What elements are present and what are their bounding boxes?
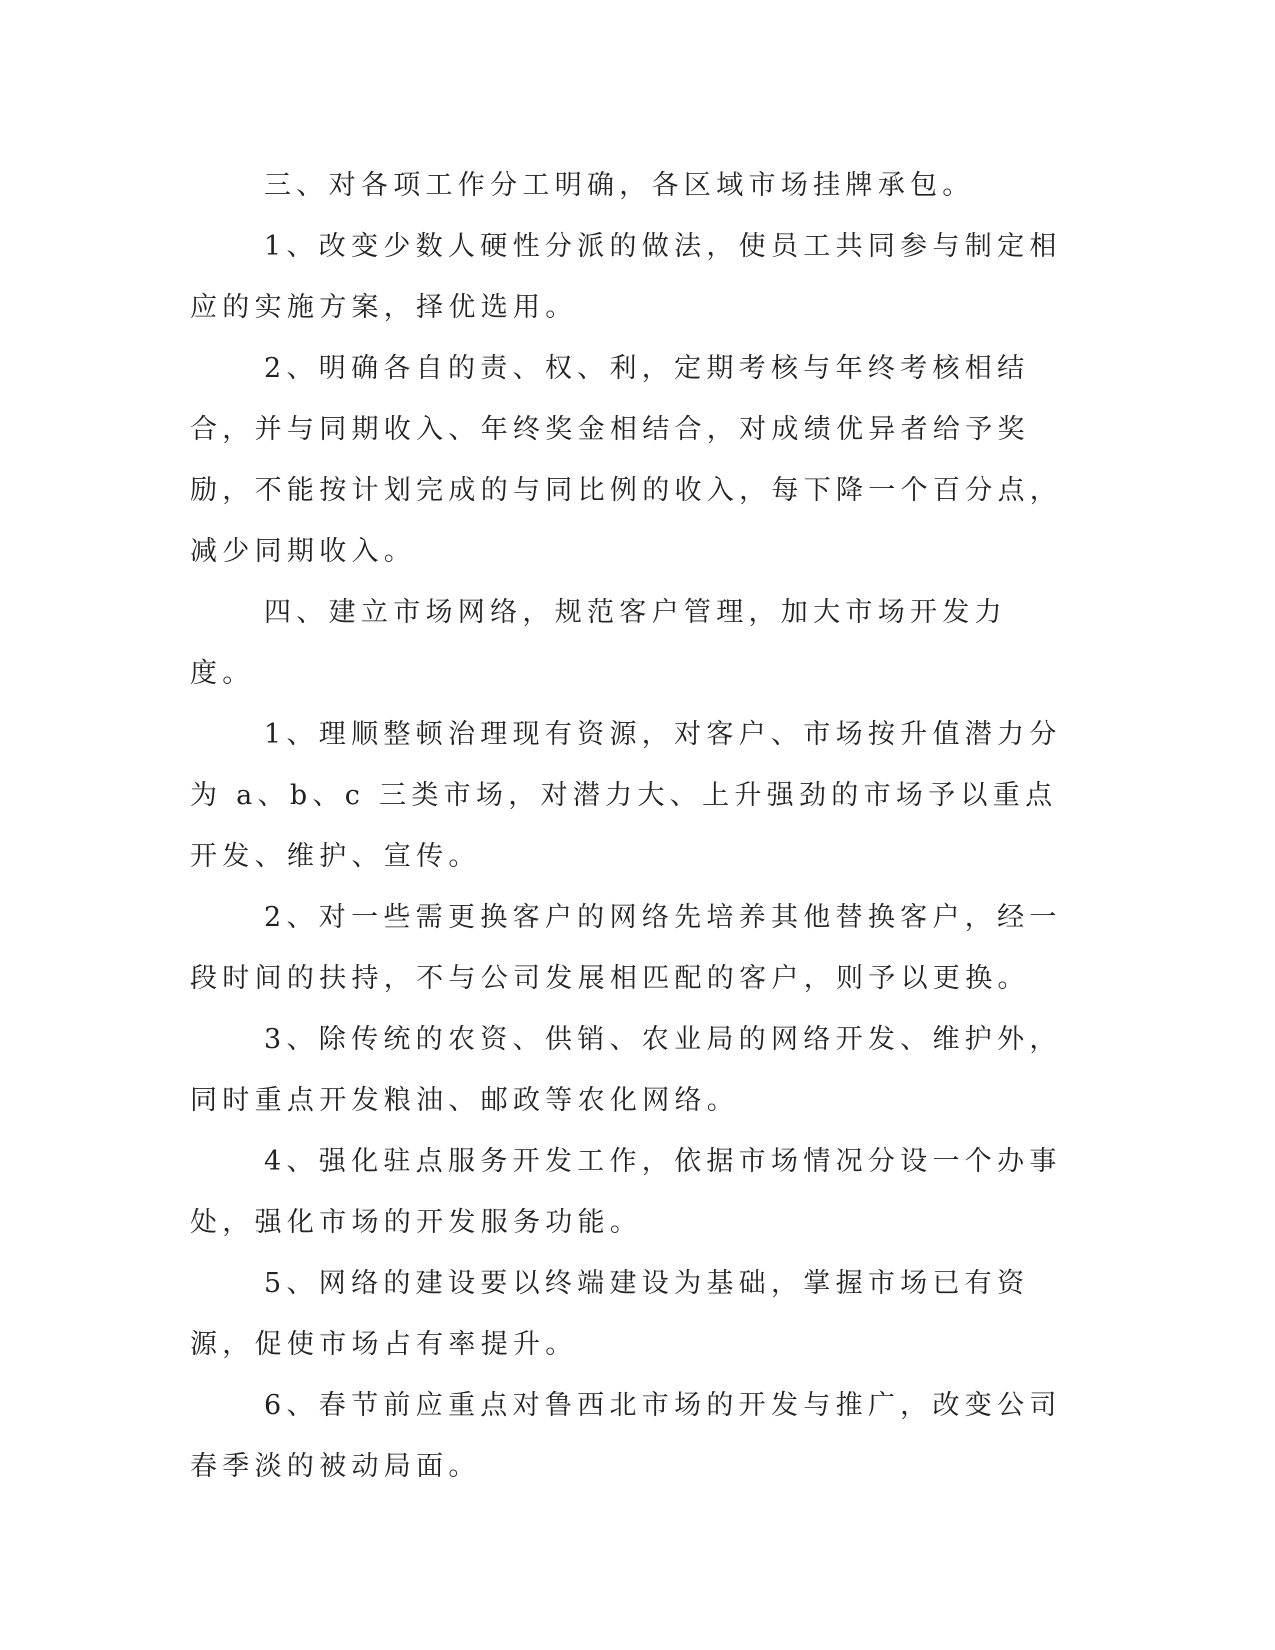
paragraph-3-2: 2、明确各自的责、权、利，定期考核与年终考核相结合，并与同期收入、年终奖金相结合，对成绩优异者给予奖励，不能按计划完成的与同比例的收入，每下降一个百分点，减少同期收入。 <box>190 353 1063 567</box>
paragraph-4-5: 5、网络的建设要以终端建设为基础，掌握市场已有资源，促使市场占有率提升。 <box>190 1268 1030 1360</box>
document-body <box>190 155 1070 1497</box>
paragraph-4-3: 3、除传统的农资、供销、农业局的网络开发、维护外，同时重点开发粮油、邮政等农化网络。 <box>190 1024 1062 1116</box>
heading-section-4: 四、建立市场网络，规范客户管理，加大市场开发力度。 <box>190 597 1007 689</box>
paragraph-4-2: 2、对一些需更换客户的网络先培养其他替换客户，经一段时间的扶持，不与公司发展相匹配的客户，则予以更换。 <box>190 902 1062 994</box>
paragraph-3-1: 1、改变少数人硬性分派的做法，使员工共同参与制定相应的实施方案，择优选用。 <box>190 231 1062 323</box>
paragraph-4-6: 6、春节前应重点对鲁西北市场的开发与推广，改变公司春季淡的被动局面。 <box>190 1390 1062 1482</box>
paragraph-4-4: 4、强化驻点服务开发工作，依据市场情况分设一个办事处，强化市场的开发服务功能。 <box>190 1146 1062 1238</box>
heading-section-3: 三、对各项工作分工明确，各区域市场挂牌承包。 <box>264 170 975 201</box>
paragraph-4-1: 1、理顺整顿治理现有资源，对客户、市场按升值潜力分为 a、b、c 三类市场，对潜力大、上升强劲的市场予以重点开发、维护、宣传。 <box>190 719 1062 872</box>
